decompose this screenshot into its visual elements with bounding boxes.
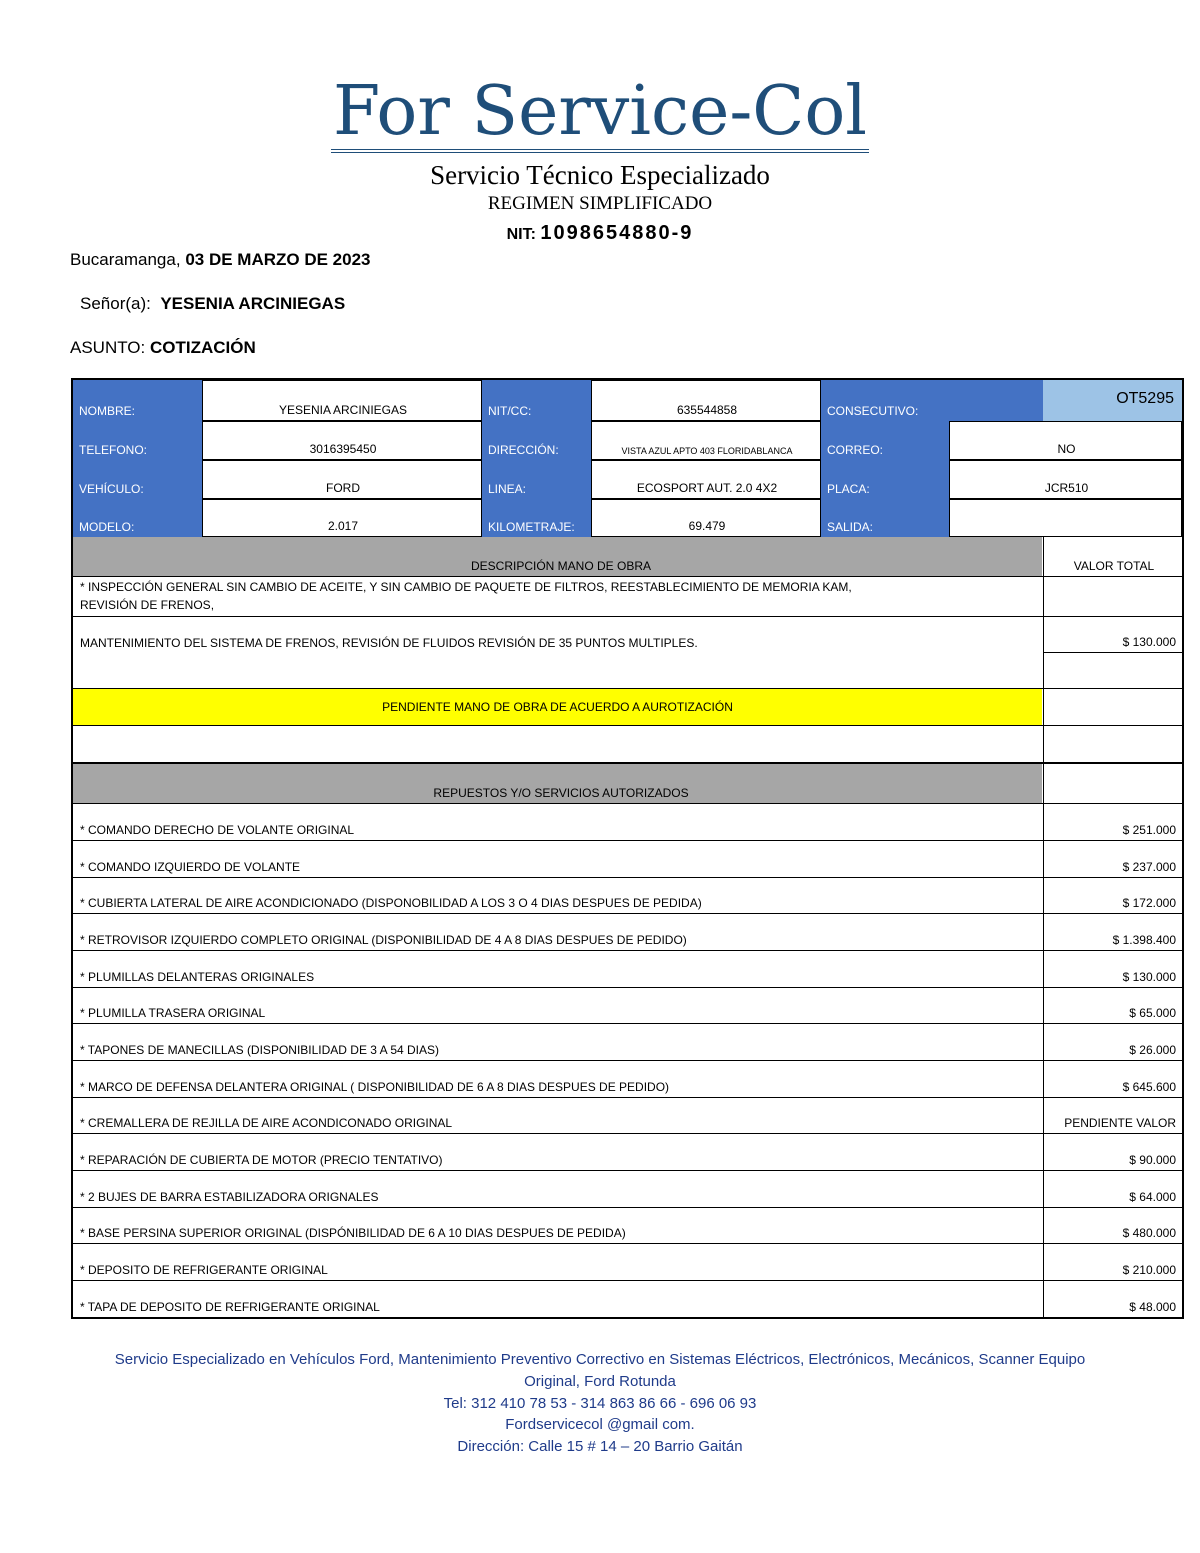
blank-desc	[73, 726, 1042, 762]
part-desc: * MARCO DE DEFENSA DELANTERA ORIGINAL ( DISPONIBILIDAD DE 6 A 8 DIAS DESPUES DE PEDIDO)	[80, 1080, 670, 1094]
nombre-value: YESENIA ARCINIEGAS	[202, 380, 482, 421]
labor-value-3	[1043, 653, 1184, 688]
part-value: PENDIENTE VALOR	[1043, 1098, 1184, 1133]
part-desc: * PLUMILLA TRASERA ORIGINAL	[80, 1006, 266, 1020]
labor-header: DESCRIPCIÓN MANO DE OBRA	[73, 537, 1042, 576]
labor-line-1: * INSPECCIÓN GENERAL SIN CAMBIO DE ACEITE, Y SIN CAMBIO DE PAQUETE DE FILTROS, REESTABLECIMIENTO DE MEMORIA KAM,	[80, 580, 852, 594]
pending-value	[1043, 689, 1184, 725]
part-row	[73, 914, 1184, 951]
part-desc: * REPARACIÓN DE CUBIERTA DE MOTOR (PRECIO TENTATIVO)	[80, 1153, 443, 1167]
parts-header-row	[73, 764, 1184, 804]
part-row	[73, 1281, 1184, 1317]
value-header: VALOR TOTAL	[1043, 537, 1184, 576]
part-value: $ 480.000	[1043, 1208, 1184, 1243]
labor-desc-2: MANTENIMIENTO DEL SISTEMA DE FRENOS, REVISIÓN DE FLUIDOS REVISIÓN DE 35 PUNTOS MULTIPLES.	[80, 636, 698, 650]
date-line	[70, 250, 371, 270]
part-value: $ 65.000	[1043, 988, 1184, 1023]
part-row	[73, 1244, 1184, 1281]
part-row	[73, 1134, 1184, 1171]
part-row	[73, 804, 1184, 841]
linea-value: ECOSPORT AUT. 2.0 4X2	[591, 460, 821, 499]
footer-address: Dirección: Calle 15 # 14 – 20 Barrio Gaitán	[457, 1438, 743, 1455]
part-desc: * DEPOSITO DE REFRIGERANTE ORIGINAL	[80, 1263, 328, 1277]
subject-line	[70, 338, 256, 358]
direccion-value: VISTA AZUL APTO 403 FLORIDABLANCA	[591, 421, 821, 460]
part-desc: * TAPONES DE MANECILLAS (DISPONIBILIDAD DE 3 A 54 DIAS)	[80, 1043, 440, 1057]
nit-cc-value: 635544858	[591, 380, 821, 421]
part-desc: * CUBIERTA LATERAL DE AIRE ACONDICIONADO (DISPONOBILIDAD A LOS 3 O 4 DIAS DESPUES DE PEDIDA)	[80, 896, 702, 910]
brand-subtitle: Servicio Técnico Especializado	[430, 160, 770, 190]
labor-row-2	[73, 617, 1184, 653]
part-desc: * RETROVISOR IZQUIERDO COMPLETO ORIGINAL (DISPONIBILIDAD DE 4 A 8 DIAS DESPUES DE PEDIDO)	[80, 933, 687, 947]
part-value: $ 645.600	[1043, 1061, 1184, 1097]
consecutivo-label: CONSECUTIVO:	[821, 380, 1043, 421]
part-value: $ 210.000	[1043, 1244, 1184, 1280]
nombre-label: NOMBRE:	[73, 380, 202, 421]
part-row	[73, 1098, 1184, 1134]
labor-desc-3	[73, 653, 1042, 688]
part-value: $ 251.000	[1043, 804, 1184, 840]
part-value: $ 130.000	[1043, 951, 1184, 987]
placa-value: JCR510	[949, 460, 1182, 499]
salida-label: SALIDA:	[821, 499, 949, 537]
footer-phone: Tel: 312 410 78 53 - 314 863 86 66 - 696 06 93	[443, 1395, 757, 1412]
parts-header: REPUESTOS Y/O SERVICIOS AUTORIZADOS	[73, 764, 1042, 803]
subject-value: COTIZACIÓN	[150, 338, 256, 357]
part-row	[73, 1171, 1184, 1208]
part-value: $ 64.000	[1043, 1171, 1184, 1207]
part-value: $ 237.000	[1043, 841, 1184, 877]
part-desc: * CREMALLERA DE REJILLA DE AIRE ACONDICONADO ORIGINAL	[80, 1116, 453, 1130]
brand-title: For Service-Col	[332, 72, 868, 151]
footer-services-cont: Original, Ford Rotunda	[524, 1373, 676, 1390]
labor-row-3	[73, 653, 1184, 689]
direccion-label: DIRECCIÓN:	[482, 421, 591, 460]
part-row	[73, 878, 1184, 914]
client-info-table	[71, 378, 1184, 537]
subject-label: ASUNTO:	[70, 338, 146, 357]
part-desc: * PLUMILLAS DELANTERAS ORIGINALES	[80, 970, 315, 984]
correo-value: NO	[949, 421, 1182, 460]
blank-value	[1043, 726, 1184, 762]
vehiculo-label: VEHÍCULO:	[73, 460, 202, 499]
part-desc: * TAPA DE DEPOSITO DE REFRIGERANTE ORIGINAL	[80, 1300, 380, 1314]
nit-cc-label: NIT/CC:	[482, 380, 591, 421]
salutation-label: Señor(a):	[80, 294, 151, 313]
part-value: $ 90.000	[1043, 1134, 1184, 1170]
blank-row	[73, 726, 1184, 764]
part-row	[73, 951, 1184, 988]
labor-desc-1	[73, 577, 1042, 616]
kilometraje-label: KILOMETRAJE:	[482, 499, 591, 537]
part-value: $ 48.000	[1043, 1281, 1184, 1317]
telefono-value: 3016395450	[202, 421, 482, 460]
nit-value: 1098654880-9	[540, 222, 694, 244]
part-row	[73, 1061, 1184, 1098]
salutation-name: YESENIA ARCINIEGAS	[160, 294, 346, 313]
part-row	[73, 841, 1184, 878]
salida-value	[949, 499, 1182, 537]
vehiculo-value: FORD	[202, 460, 482, 499]
regimen-text: REGIMEN SIMPLIFICADO	[487, 193, 713, 214]
kilometraje-value: 69.479	[591, 499, 821, 537]
part-desc: * COMANDO DERECHO DE VOLANTE ORIGINAL	[80, 823, 355, 837]
part-value: $ 1.398.400	[1043, 914, 1184, 950]
salutation-line	[80, 294, 345, 314]
parts-header-value	[1043, 764, 1184, 803]
city: Bucaramanga,	[70, 250, 181, 269]
nit-label: NIT:	[506, 226, 536, 243]
footer-services: Servicio Especializado en Vehículos Ford, Mantenimiento Preventivo Correctivo en Sistemas Eléctricos, Electrónicos, Mecánicos, Scanner Equipo	[114, 1351, 1086, 1368]
part-row	[73, 1024, 1184, 1061]
correo-label: CORREO:	[821, 421, 949, 460]
part-value: $ 26.000	[1043, 1024, 1184, 1060]
part-desc: * 2 BUJES DE BARRA ESTABILIZADORA ORIGNALES	[80, 1190, 379, 1204]
labor-value-2: $ 130.000	[1043, 617, 1184, 653]
consecutivo-value: OT5295	[1043, 380, 1182, 421]
quote-table	[71, 537, 1184, 1319]
company-nit	[0, 222, 1200, 245]
part-value: $ 172.000	[1043, 878, 1184, 913]
labor-header-row	[73, 537, 1184, 577]
part-row	[73, 1208, 1184, 1244]
linea-label: LINEA:	[482, 460, 591, 499]
labor-row-1	[73, 577, 1184, 617]
part-desc: * BASE PERSINA SUPERIOR ORIGINAL (DISPÓNIBILIDAD DE 6 A 10 DIAS DESPUES DE PEDIDA)	[80, 1226, 626, 1240]
footer-email: Fordservicecol @gmail com.	[505, 1416, 695, 1433]
telefono-label: TELEFONO:	[73, 421, 202, 460]
modelo-value: 2.017	[202, 499, 482, 537]
labor-line-2: REVISIÓN DE FRENOS,	[80, 598, 215, 612]
part-desc: * COMANDO IZQUIERDO DE VOLANTE	[80, 860, 301, 874]
pending-row	[73, 689, 1184, 726]
labor-value-1	[1043, 577, 1184, 616]
part-row	[73, 988, 1184, 1024]
pending-labor: PENDIENTE MANO DE OBRA DE ACUERDO A AUROTIZACIÓN	[73, 689, 1042, 725]
modelo-label: MODELO:	[73, 499, 202, 537]
date: 03 DE MARZO DE 2023	[185, 250, 371, 269]
placa-label: PLACA:	[821, 460, 949, 499]
